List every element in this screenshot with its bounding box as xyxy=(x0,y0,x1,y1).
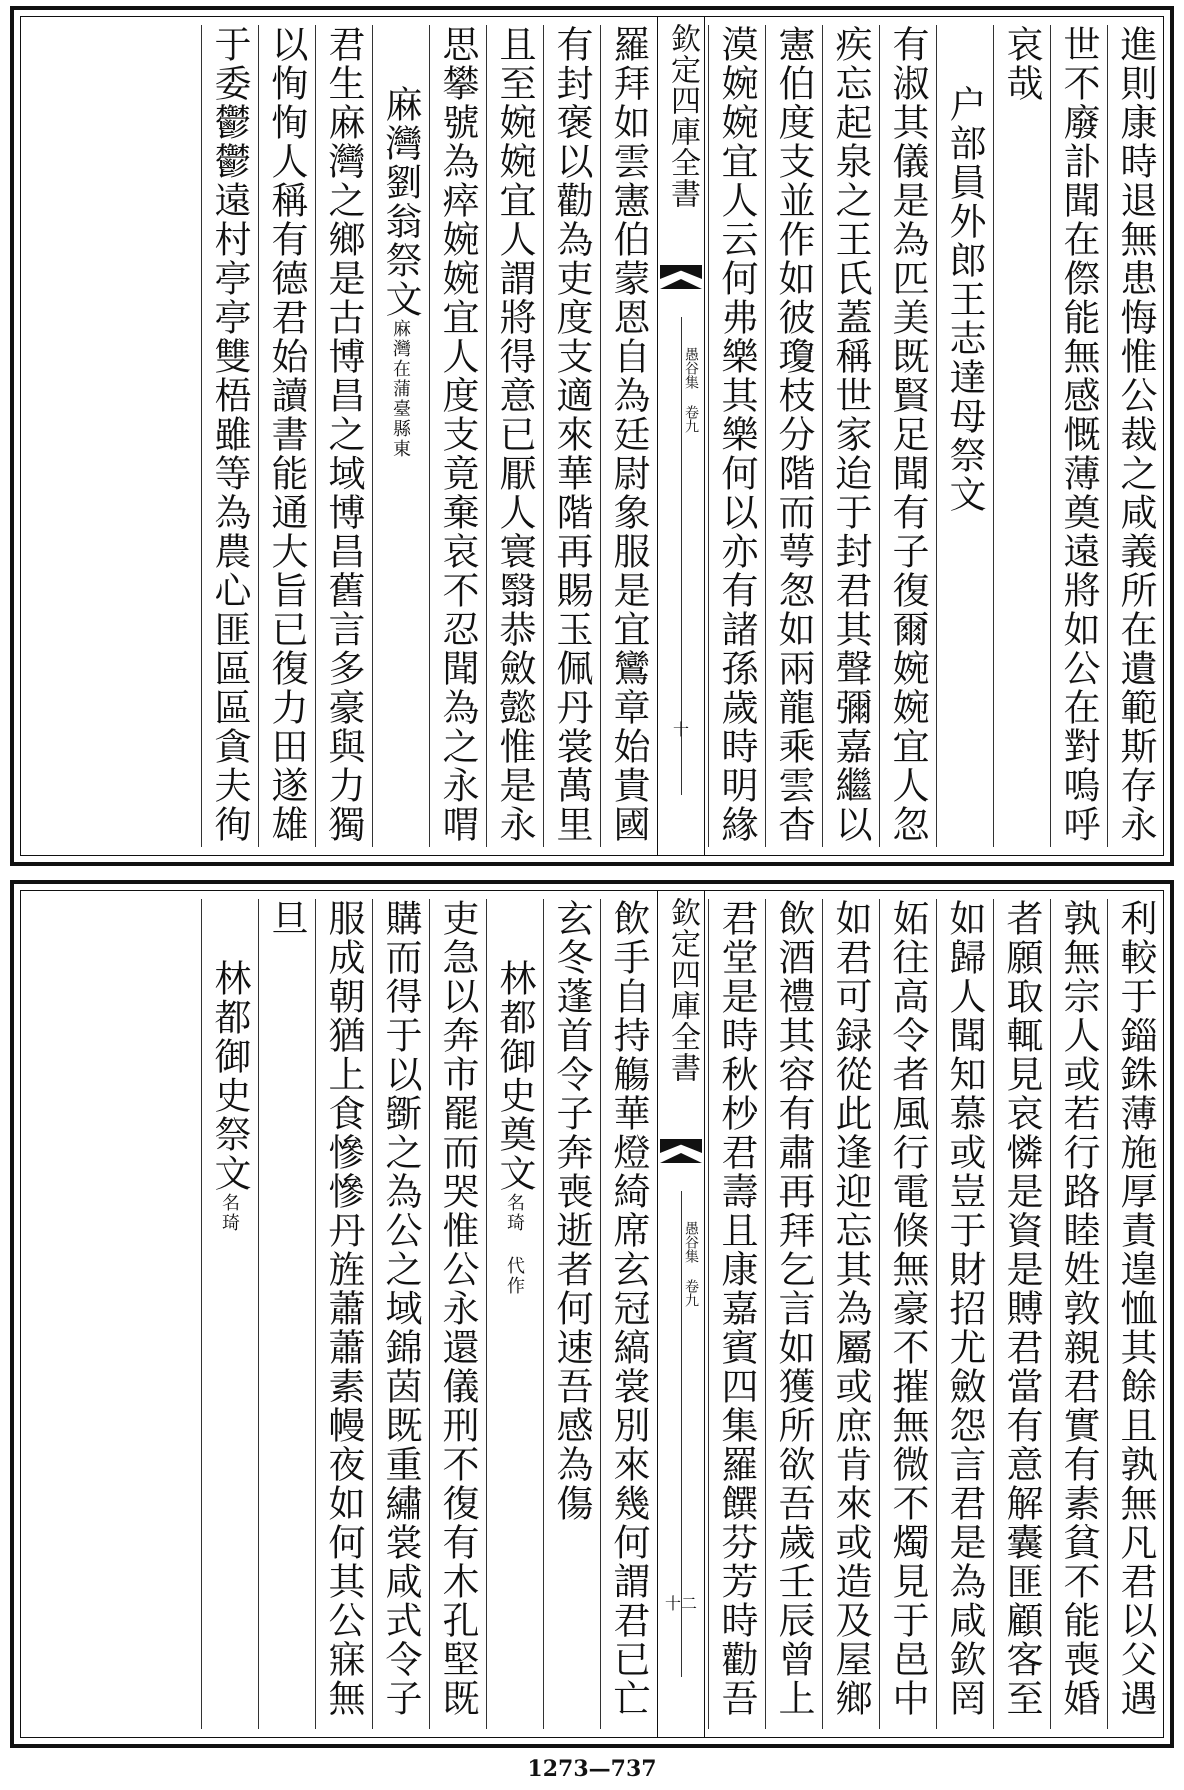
text-column: 有封褒以勸為吏度支適來華階再賜玉佩丹裳萬里 xyxy=(543,25,599,847)
text-column: 有淑其儀是為匹美既賢足聞有子復爾婉婉宜人忽 xyxy=(879,25,935,847)
folio-number: 十二 xyxy=(664,1594,697,1613)
book-title: 欽定四庫全書 xyxy=(665,23,700,209)
section-title xyxy=(201,899,257,1729)
text-column: 漠婉婉宜人云何弗樂其樂何以亦有諸孫歲時明緣 xyxy=(708,25,764,847)
text-column: 服成朝猶上食慘慘丹旌蕭蕭素幔夜如何其公寐無 xyxy=(315,899,371,1729)
text-column: 孰無宗人或若行路睦姓敦親君實有素貧不能喪婚 xyxy=(1050,899,1106,1729)
fish-tail-mark xyxy=(660,1153,702,1163)
text-column: 世不廢訃聞在傺能無感慨薄奠遠將如公在對嗚呼 xyxy=(1050,25,1106,847)
title-text: 林都御史奠文 xyxy=(493,959,536,1193)
volume-label: 愚谷集 卷九 xyxy=(683,347,699,433)
fish-tail-mark xyxy=(660,279,702,289)
annotation-note: 麻灣在蒲臺縣東 xyxy=(390,319,411,459)
catalog-number: 1273—737 xyxy=(527,1756,657,1782)
annotation-note: 名琦 代作 xyxy=(504,1193,525,1296)
text-column: 飲酒禮其容有肅再拜乞言如獲所欲吾歲壬辰曾上 xyxy=(765,899,821,1729)
section-title xyxy=(486,899,542,1729)
book-title: 欽定四庫全書 xyxy=(665,897,700,1083)
text-column: 疾忘起泉之王氏蓋稱世家迨于封君其聲彌嘉繼以 xyxy=(822,25,878,847)
text-column: 憲伯度支並作如彼瓊枝分階而萼怱如兩龍乘雲杳 xyxy=(765,25,821,847)
text-column: 飲手自持觴華燈綺席玄冠縞裳別來幾何謂君已亡 xyxy=(600,899,656,1729)
fish-tail-mark xyxy=(660,1139,702,1153)
text-column: 以恂恂人稱有德君始讀書能通大旨已復力田遂雄 xyxy=(258,25,314,847)
text-column: 妬往高令者風行電倏無豪不摧無微不燭見于邑中 xyxy=(879,899,935,1729)
annotation-note: 名琦 xyxy=(219,1193,240,1233)
section-title: 户部員外郎王志達母祭文 xyxy=(936,25,992,847)
text-column: 利較于錙銖薄施厚責遑恤其餘且孰無凡君以父遇 xyxy=(1107,899,1163,1729)
text-column: 玄冬蓬首令子奔喪逝者何速吾感為傷 xyxy=(543,899,599,1729)
text-column: 于委鬱鬱遠村亭亭雙梧雖等為農心匪區區貪夫徇 xyxy=(201,25,257,847)
text-column: 購而得于以斵之為公之域錦茵既重繡裳咸式令子 xyxy=(372,899,428,1729)
section-title xyxy=(372,25,428,847)
fish-tail-mark xyxy=(660,265,702,279)
top-page xyxy=(10,6,1174,866)
text-column: 哀哉 xyxy=(993,25,1049,847)
center-strip xyxy=(657,891,705,1737)
bottom-page-frame xyxy=(20,890,1164,1738)
text-column: 思攀號為瘁婉婉宜人度支竟棄哀不忍聞為之永喟 xyxy=(429,25,485,847)
text-column: 進則康時退無患悔惟公裁之咸義所在遺範斯存永 xyxy=(1107,25,1163,847)
volume-label: 愚谷集 卷九 xyxy=(683,1221,699,1307)
title-text: 林都御史祭文 xyxy=(208,959,251,1193)
top-page-frame xyxy=(20,16,1164,856)
folio-number: 十 xyxy=(672,720,689,739)
text-column: 者願取輒見哀憐是資是賻君當有意解囊匪顧客至 xyxy=(993,899,1049,1729)
text-column: 君生麻灣之鄉是古博昌之域博昌舊言多豪與力獨 xyxy=(315,25,371,847)
text-column: 旦 xyxy=(258,899,314,1729)
text-column: 如君可録從此逢迎忘其為屬或庶肯來或造及屋鄉 xyxy=(822,899,878,1729)
text-column: 且至婉婉宜人謂將得意已厭人寰翳恭斂懿惟是永 xyxy=(486,25,542,847)
text-column: 君堂是時秋杪君壽且康嘉賓四集羅饌芬芳時勸吾 xyxy=(708,899,764,1729)
title-text: 麻灣劉翁祭文 xyxy=(379,85,422,319)
text-column: 吏急以奔市罷而哭惟公永還儀刑不復有木孔堅既 xyxy=(429,899,485,1729)
center-strip xyxy=(657,17,705,855)
text-column: 如歸人聞知慕或豈于財招尤斂怨言君是為咸欽罔 xyxy=(936,899,992,1729)
bottom-page xyxy=(10,880,1174,1748)
text-column: 羅拜如雲憲伯蒙恩自為廷尉象服是宜鸞章始貴國 xyxy=(600,25,656,847)
